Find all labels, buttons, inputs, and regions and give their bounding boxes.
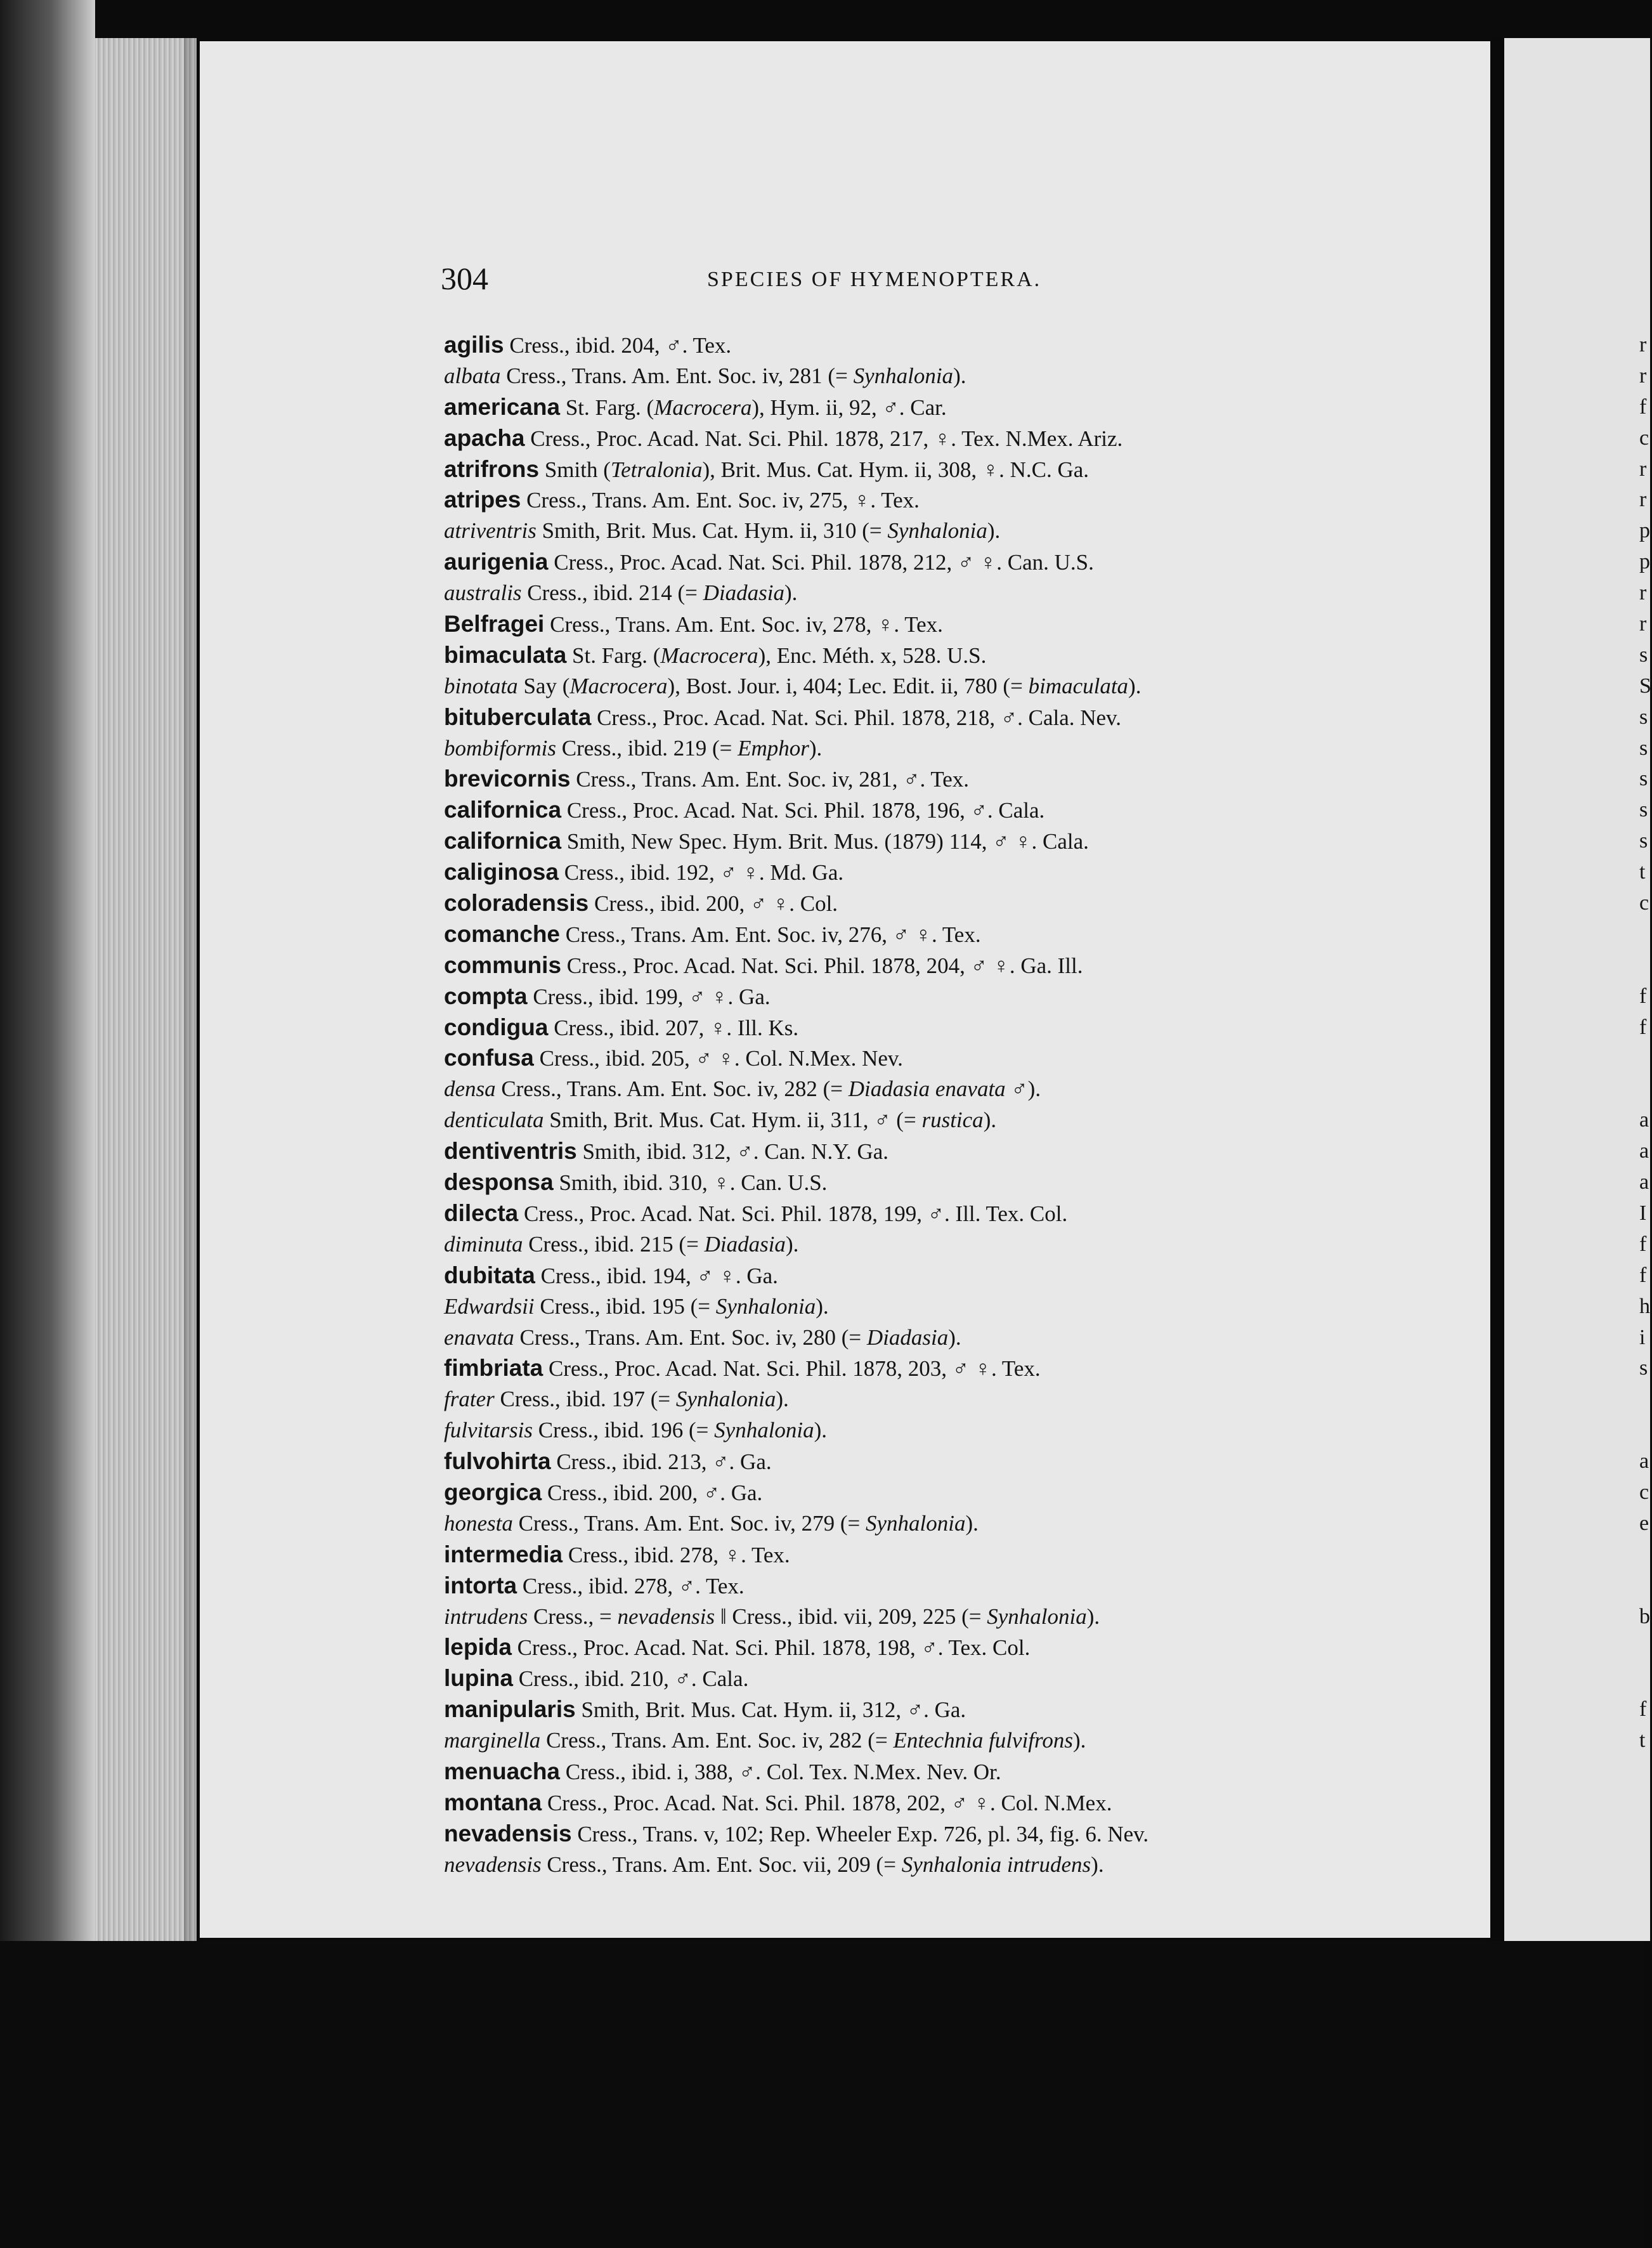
- species-name: condigua: [444, 1014, 549, 1040]
- citation-text: Smith, New Spec. Hym. Brit. Mus. (1879) 114, ♂ ♀. Cala.: [561, 829, 1089, 854]
- species-name: bituberculata: [444, 703, 592, 730]
- scan-background: [0, 1941, 1644, 2248]
- species-entry: [444, 1260, 1446, 1291]
- margin-fragment: h: [1639, 1294, 1650, 1318]
- species-name: binotata: [444, 673, 518, 698]
- species-entry: [444, 1353, 1446, 1384]
- species-name: montana: [444, 1789, 542, 1815]
- citation-text: Smith, ibid. 310, ♀. Can. U.S.: [553, 1170, 828, 1196]
- genus-italic: Diadasia enavata: [848, 1076, 1006, 1102]
- genus-italic: Entechnia fulvifrons: [893, 1728, 1073, 1753]
- citation-text: Cress., Proc. Acad. Nat. Sci. Phil. 1878, 203, ♂ ♀. Tex.: [543, 1356, 1041, 1382]
- species-entry: [444, 981, 1446, 1012]
- margin-fragment: [1639, 1632, 1652, 1663]
- citation-text: Cress., Proc. Acad. Nat. Sci. Phil. 1878, 199, ♂. Ill. Tex. Col.: [518, 1201, 1068, 1226]
- margin-fragment: [1639, 1571, 1652, 1602]
- species-name: aurigenia: [444, 549, 549, 575]
- citation-text: Cress., Proc. Acad. Nat. Sci. Phil. 1878, 218, ♂. Cala. Nev.: [591, 705, 1122, 730]
- species-name: compta: [444, 983, 528, 1009]
- species-entry: [444, 888, 1446, 919]
- species-name: lepida: [444, 1634, 512, 1661]
- margin-fragment: a: [1639, 1139, 1649, 1163]
- margin-fragment: [1639, 1415, 1652, 1446]
- species-name: nevadensis: [444, 1852, 542, 1877]
- species-entry: [444, 1571, 1446, 1602]
- species-entry: [444, 547, 1446, 578]
- margin-fragment: r: [1639, 612, 1647, 636]
- citation-text: Smith, ibid. 312, ♂. Can. N.Y. Ga.: [576, 1139, 889, 1165]
- citation-text: St. Farg. (: [566, 643, 661, 668]
- genus-italic: Synhalonia: [987, 1604, 1087, 1629]
- margin-fragment: [1639, 1539, 1652, 1571]
- species-entry: [444, 1850, 1446, 1881]
- species-entry: [444, 1074, 1446, 1105]
- citation-text: Say (: [517, 673, 570, 698]
- genus-italic: Synhalonia: [675, 1387, 776, 1412]
- margin-fragment: f: [1639, 1697, 1647, 1722]
- genus-italic: Synhalonia: [715, 1293, 816, 1319]
- genus-italic: Diadasia: [866, 1324, 949, 1350]
- species-entry: [444, 1508, 1446, 1539]
- citation-text: Cress., Trans. Am. Ent. Soc. iv, 276, ♂ ♀. Tex.: [560, 922, 981, 947]
- citation-text: Cress., ibid. 278, ♂. Tex.: [517, 1573, 745, 1598]
- citation-text: Cress., ibid. 192, ♂ ♀. Md. Ga.: [558, 860, 844, 885]
- species-entry: [444, 454, 1446, 485]
- citation-text: Cress., ibid. 199, ♂ ♀. Ga.: [527, 984, 771, 1009]
- species-entry: [444, 671, 1446, 702]
- margin-fragment: p: [1639, 550, 1650, 574]
- species-entry: [444, 795, 1446, 826]
- species-entry: [444, 1632, 1446, 1663]
- citation-text: ).: [809, 735, 823, 761]
- citation-text: ).: [983, 1108, 997, 1133]
- species-name: bimaculata: [444, 641, 567, 668]
- species-name: confusa: [444, 1045, 534, 1071]
- species-name: brevicornis: [444, 766, 571, 792]
- genus-italic: bimaculata: [1028, 673, 1129, 698]
- margin-fragment: p: [1639, 519, 1650, 543]
- citation-text: Cress., Proc. Acad. Nat. Sci. Phil. 1878, 196, ♂. Cala.: [561, 798, 1045, 823]
- running-title: SPECIES OF HYMENOPTERA.: [707, 268, 1042, 291]
- genus-italic: nevadensis: [617, 1604, 715, 1629]
- species-entry: [444, 1415, 1446, 1446]
- genus-italic: Synhalonia: [714, 1418, 814, 1443]
- species-name: georgica: [444, 1479, 542, 1505]
- species-entry: [444, 702, 1446, 733]
- citation-text: ).: [1072, 1728, 1086, 1753]
- margin-fragment: i: [1639, 1325, 1646, 1349]
- citation-text: Cress., =: [528, 1604, 618, 1629]
- book-spine: [0, 0, 95, 2248]
- right-page-edge: [1504, 38, 1650, 1941]
- citation-text: Cress., Trans. Am. Ent. Soc. iv, 282 (=: [495, 1076, 849, 1102]
- citation-text: Smith, Brit. Mus. Cat. Hym. ii, 312, ♂. Ga.: [575, 1697, 966, 1723]
- species-name: dentiventris: [444, 1138, 577, 1165]
- citation-text: Smith (: [539, 457, 611, 482]
- citation-text: ).: [1091, 1852, 1104, 1877]
- species-entry: [444, 640, 1446, 671]
- species-name: atripes: [444, 487, 521, 513]
- genus-italic: Macrocera: [569, 673, 668, 698]
- species-name: apacha: [444, 424, 525, 451]
- species-list: [444, 330, 1446, 1881]
- citation-text: Cress., ibid. 197 (=: [494, 1387, 676, 1412]
- species-name: enavata: [444, 1324, 514, 1350]
- margin-fragment: r: [1639, 333, 1647, 356]
- species-entry: [444, 1323, 1446, 1354]
- species-name: denticulata: [444, 1108, 544, 1133]
- species-entry: [444, 1602, 1446, 1633]
- species-name: frater: [444, 1387, 495, 1412]
- citation-text: Cress., Trans. Am. Ent. Soc. iv, 275, ♀. Tex.: [521, 488, 920, 513]
- species-name: americana: [444, 393, 561, 420]
- species-entry: [444, 1105, 1446, 1136]
- citation-text: ), Enc. Méth. x, 528. U.S.: [758, 643, 987, 668]
- species-entry: [444, 733, 1446, 764]
- citation-text: ), Hym. ii, 92, ♂. Car.: [751, 395, 947, 420]
- citation-text: Cress., ibid. i, 388, ♂. Col. Tex. N.Mex. Nev. Or.: [560, 1759, 1001, 1784]
- species-entry: [444, 361, 1446, 392]
- species-name: fulvohirta: [444, 1448, 551, 1475]
- margin-fragment: f: [1639, 1015, 1647, 1039]
- species-entry: [444, 330, 1446, 361]
- genus-italic: rustica: [921, 1108, 984, 1133]
- species-name: atrifrons: [444, 455, 540, 482]
- citation-text: Cress., ibid. 219 (=: [556, 735, 738, 761]
- citation-text: Cress., ibid. 204, ♂. Tex.: [504, 333, 732, 358]
- species-name: caliginosa: [444, 859, 559, 885]
- margin-fragment: s: [1639, 1356, 1648, 1380]
- species-name: intrudens: [444, 1604, 528, 1629]
- species-entry: [444, 1819, 1446, 1850]
- citation-text: Cress., Trans. Am. Ent. Soc. vii, 209 (=: [541, 1852, 902, 1877]
- species-name: intorta: [444, 1572, 517, 1598]
- species-name: marginella: [444, 1728, 541, 1753]
- citation-text: Cress., ibid. 214 (=: [521, 580, 703, 606]
- citation-text: Cress., Trans. Am. Ent. Soc. iv, 278, ♀. Tex.: [544, 612, 943, 637]
- margin-fragment: r: [1639, 363, 1647, 388]
- species-name: Edwardsii: [444, 1293, 535, 1319]
- citation-text: Cress., Proc. Acad. Nat. Sci. Phil. 1878, 198, ♂. Tex. Col.: [511, 1635, 1031, 1661]
- citation-text: Cress., ibid. 213, ♂. Ga.: [550, 1449, 772, 1475]
- margin-fragment: c: [1639, 891, 1649, 915]
- species-entry: [444, 950, 1446, 981]
- species-entry: [444, 1787, 1446, 1819]
- citation-text: Cress., ibid. 210, ♂. Cala.: [512, 1666, 749, 1692]
- citation-text: Cress., Trans. Am. Ent. Soc. iv, 280 (=: [514, 1324, 867, 1350]
- page-edges: [95, 38, 197, 1941]
- margin-fragment: s: [1639, 829, 1648, 853]
- margin-fragment: e: [1639, 1511, 1649, 1535]
- margin-fragment: a: [1639, 1170, 1649, 1194]
- species-entry: [444, 919, 1446, 950]
- species-entry: [444, 1725, 1446, 1756]
- species-name: comanche: [444, 920, 561, 947]
- species-entry: [444, 516, 1446, 547]
- right-page-margin-text: [1639, 330, 1652, 1756]
- species-entry: [444, 1384, 1446, 1415]
- species-entry: [444, 423, 1446, 454]
- citation-text: Cress., Trans. Am. Ent. Soc. iv, 281 (=: [500, 363, 854, 388]
- page-header: [441, 260, 1360, 311]
- citation-text: Cress., ibid. 205, ♂ ♀. Col. N.Mex. Nev.: [533, 1046, 903, 1071]
- citation-text: Cress., Trans. Am. Ent. Soc. iv, 281, ♂. Tex.: [570, 767, 970, 792]
- species-name: densa: [444, 1076, 496, 1102]
- margin-fragment: c: [1639, 1480, 1649, 1504]
- genus-italic: Diadasia: [703, 580, 785, 606]
- margin-fragment: f: [1639, 984, 1647, 1008]
- page-number: 304: [441, 261, 488, 296]
- margin-fragment: a: [1639, 1108, 1649, 1132]
- species-entry: [444, 1136, 1446, 1167]
- margin-fragment: f: [1639, 1232, 1647, 1256]
- margin-fragment: s: [1639, 643, 1648, 667]
- species-name: intermedia: [444, 1541, 563, 1567]
- species-name: Belfragei: [444, 611, 545, 637]
- citation-text: ), Bost. Jour. i, 404; Lec. Edit. ii, 780 (=: [667, 673, 1029, 698]
- margin-fragment: f: [1639, 395, 1647, 419]
- species-entry: [444, 1477, 1446, 1508]
- citation-text: ).: [1086, 1604, 1100, 1629]
- citation-text: ).: [948, 1324, 961, 1350]
- citation-text: ).: [816, 1293, 829, 1319]
- species-name: bombiformis: [444, 735, 556, 761]
- citation-text: Cress., Proc. Acad. Nat. Sci. Phil. 1878, 202, ♂ ♀. Col. N.Mex.: [542, 1790, 1112, 1815]
- margin-fragment: r: [1639, 581, 1647, 605]
- citation-text: ), Brit. Mus. Cat. Hym. ii, 308, ♀. N.C. Ga.: [702, 457, 1089, 482]
- margin-fragment: r: [1639, 457, 1647, 481]
- species-entry: [444, 609, 1446, 640]
- species-entry: [444, 1663, 1446, 1694]
- citation-text: Cress., Trans. Am. Ent. Soc. iv, 282 (=: [540, 1728, 894, 1753]
- genus-italic: Tetralonia: [610, 457, 703, 482]
- species-entry: [444, 1694, 1446, 1725]
- citation-text: Cress., ibid. 200, ♂ ♀. Col.: [589, 891, 838, 917]
- margin-fragment: t: [1639, 1728, 1646, 1753]
- species-name: fimbriata: [444, 1355, 543, 1382]
- margin-fragment: [1639, 950, 1652, 981]
- margin-fragment: f: [1639, 1263, 1647, 1287]
- species-entry: [444, 578, 1446, 609]
- species-entry: [444, 1446, 1446, 1477]
- species-name: dilecta: [444, 1199, 519, 1226]
- genus-italic: Synhalonia: [887, 518, 987, 544]
- margin-fragment: S: [1639, 674, 1651, 698]
- citation-text: Cress., ibid. 194, ♂ ♀. Ga.: [535, 1263, 778, 1288]
- book-gutter: [1490, 38, 1504, 1941]
- species-name: lupina: [444, 1665, 513, 1692]
- citation-text: Cress., ibid. 207, ♀. Ill. Ks.: [548, 1015, 799, 1040]
- species-name: agilis: [444, 332, 504, 358]
- citation-text: ).: [953, 363, 966, 388]
- genus-italic: Macrocera: [654, 395, 752, 420]
- species-entry: [444, 392, 1446, 423]
- margin-fragment: [1639, 1074, 1652, 1105]
- species-name: honesta: [444, 1510, 513, 1536]
- species-entry: [444, 485, 1446, 516]
- species-entry: [444, 826, 1446, 857]
- citation-text: Smith, Brit. Mus. Cat. Hym. ii, 310 (=: [536, 518, 888, 544]
- citation-text: Cress., Proc. Acad. Nat. Sci. Phil. 1878, 217, ♀. Tex. N.Mex. Ariz.: [524, 426, 1123, 451]
- citation-text: Cress., Proc. Acad. Nat. Sci. Phil. 1878, 204, ♂ ♀. Ga. Ill.: [561, 953, 1083, 978]
- citation-text: ).: [1128, 673, 1141, 698]
- margin-fragment: b: [1639, 1604, 1650, 1628]
- genus-italic: Synhalonia: [866, 1510, 966, 1536]
- margin-fragment: [1639, 1663, 1652, 1694]
- citation-text: ♂).: [1005, 1076, 1041, 1102]
- genus-italic: Emphor: [738, 735, 809, 761]
- species-name: desponsa: [444, 1169, 554, 1196]
- species-name: nevadensis: [444, 1820, 572, 1846]
- margin-fragment: a: [1639, 1449, 1649, 1474]
- species-entry: [444, 857, 1446, 888]
- species-name: communis: [444, 951, 562, 978]
- citation-text: ).: [785, 1231, 799, 1257]
- citation-text: ‖ Cress., ibid. vii, 209, 225 (=: [715, 1604, 987, 1629]
- margin-fragment: c: [1639, 426, 1649, 450]
- citation-text: St. Farg. (: [560, 395, 654, 420]
- citation-text: ).: [814, 1418, 828, 1443]
- species-entry: [444, 1167, 1446, 1198]
- citation-text: Cress., Proc. Acad. Nat. Sci. Phil. 1878, 212, ♂ ♀. Can. U.S.: [548, 550, 1094, 575]
- species-entry: [444, 1012, 1446, 1043]
- species-name: atriventris: [444, 518, 537, 544]
- species-name: albata: [444, 363, 501, 388]
- species-entry: [444, 1539, 1446, 1571]
- species-entry: [444, 1198, 1446, 1229]
- margin-fragment: s: [1639, 767, 1648, 791]
- margin-fragment: [1639, 919, 1652, 950]
- species-name: coloradensis: [444, 890, 589, 917]
- species-name: dubitata: [444, 1262, 535, 1288]
- genus-italic: Synhalonia: [853, 363, 954, 388]
- citation-text: Cress., ibid. 215 (=: [523, 1231, 705, 1257]
- margin-fragment: s: [1639, 798, 1648, 822]
- species-entry: [444, 1756, 1446, 1787]
- citation-text: Cress., Trans. v, 102; Rep. Wheeler Exp. 726, pl. 34, fig. 6. Nev.: [571, 1821, 1149, 1846]
- species-name: californica: [444, 828, 562, 854]
- citation-text: ).: [987, 518, 1001, 544]
- genus-italic: Macrocera: [660, 643, 758, 668]
- species-entry: [444, 1043, 1446, 1074]
- species-entry: [444, 764, 1446, 795]
- citation-text: Cress., ibid. 196 (=: [533, 1418, 715, 1443]
- genus-italic: Synhalonia intrudens: [901, 1852, 1091, 1877]
- species-name: fulvitarsis: [444, 1418, 533, 1443]
- margin-fragment: [1639, 1384, 1652, 1415]
- margin-fragment: s: [1639, 705, 1648, 729]
- margin-fragment: I: [1639, 1201, 1647, 1225]
- citation-text: Cress., ibid. 200, ♂. Ga.: [542, 1480, 763, 1505]
- citation-text: ).: [965, 1510, 979, 1536]
- species-name: menuacha: [444, 1758, 561, 1784]
- species-entry: [444, 1229, 1446, 1260]
- margin-fragment: s: [1639, 736, 1648, 760]
- species-name: diminuta: [444, 1231, 523, 1257]
- margin-fragment: t: [1639, 860, 1646, 884]
- margin-fragment: r: [1639, 488, 1647, 512]
- genus-italic: Diadasia: [704, 1231, 786, 1257]
- species-name: australis: [444, 580, 522, 606]
- citation-text: ).: [784, 580, 798, 606]
- citation-text: Cress., Trans. Am. Ent. Soc. iv, 279 (=: [512, 1510, 866, 1536]
- species-name: manipularis: [444, 1696, 576, 1723]
- margin-fragment: [1639, 1043, 1652, 1074]
- species-name: californica: [444, 797, 562, 823]
- citation-text: Smith, Brit. Mus. Cat. Hym. ii, 311, ♂ (=: [543, 1108, 922, 1133]
- species-entry: [444, 1291, 1446, 1323]
- citation-text: Cress., ibid. 278, ♀. Tex.: [563, 1542, 790, 1567]
- citation-text: ).: [776, 1387, 789, 1412]
- citation-text: Cress., ibid. 195 (=: [534, 1293, 716, 1319]
